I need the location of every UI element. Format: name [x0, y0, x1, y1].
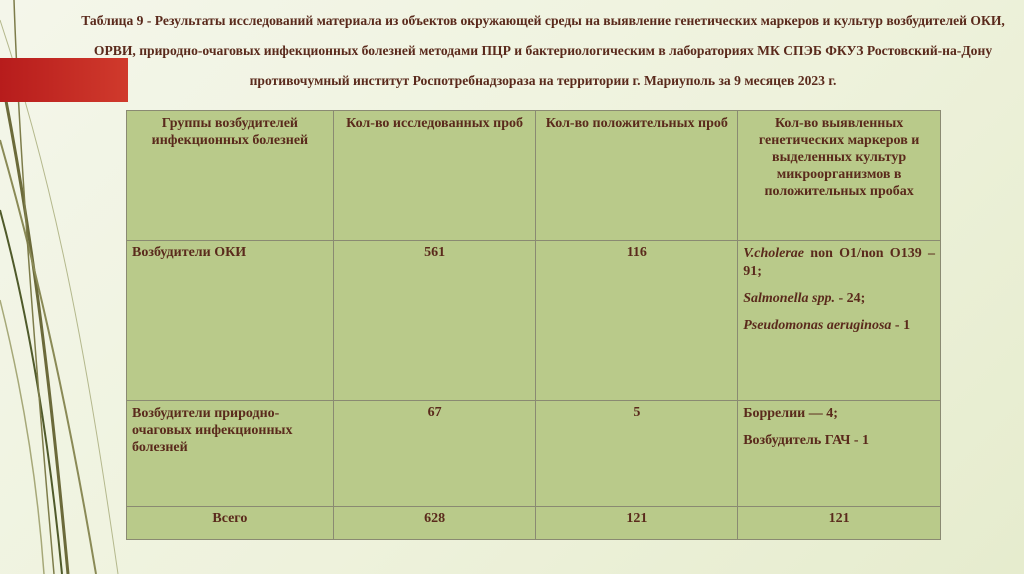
row-findings: [738, 401, 941, 507]
finding-item: Salmonella spp. - 24;: [743, 291, 866, 306]
table-row: [127, 241, 941, 401]
row-findings: [738, 241, 941, 401]
table-header-row: [127, 111, 941, 241]
header-group: Группы возбудителей инфекционных болезней: [127, 111, 334, 241]
header-positive: Кол-во положительных проб: [536, 111, 738, 241]
row-group: Возбудители ОКИ: [127, 241, 334, 401]
slide-title: Таблица 9 - Результаты исследований материала из объектов окружающей среды на выявление генетических маркеров и культур возбудителей ОКИ, ОРВИ, природно-очаговых инфекционных болезней методами ПЦР и бактериологическим в лабораториях МК СПЭБ ФКУЗ Ростовский-на-Дону противочумный институт Роспотребнадзораза на территории г. Мариуполь за 9 месяцев 2023 г.: [81, 13, 1005, 88]
table-row: [127, 401, 941, 507]
finding-item: Возбудитель ГАЧ - 1: [743, 433, 870, 448]
finding-item: Боррелии — 4;: [743, 406, 838, 421]
total-positive: 121: [536, 507, 738, 540]
finding-item: V.cholerae non O1/non O139 – 91;: [743, 246, 935, 279]
finding-item: Pseudomonas aeruginosa - 1: [743, 318, 911, 333]
header-tested: Кол-во исследованных проб: [333, 111, 536, 241]
row-tested: 67: [333, 401, 536, 507]
total-tested: 628: [333, 507, 536, 540]
results-table: [126, 110, 941, 540]
row-positive: 5: [536, 401, 738, 507]
total-label: Всего: [127, 507, 334, 540]
table-total-row: [127, 507, 941, 540]
header-findings: Кол-во выявленных генетических маркеров и выделенных культур микроорганизмов в положительных пробах: [738, 111, 941, 241]
row-positive: 116: [536, 241, 738, 401]
row-tested: 561: [333, 241, 536, 401]
total-findings: 121: [738, 507, 941, 540]
row-group: Возбудители природно-очаговых инфекционных болезней: [127, 401, 334, 507]
